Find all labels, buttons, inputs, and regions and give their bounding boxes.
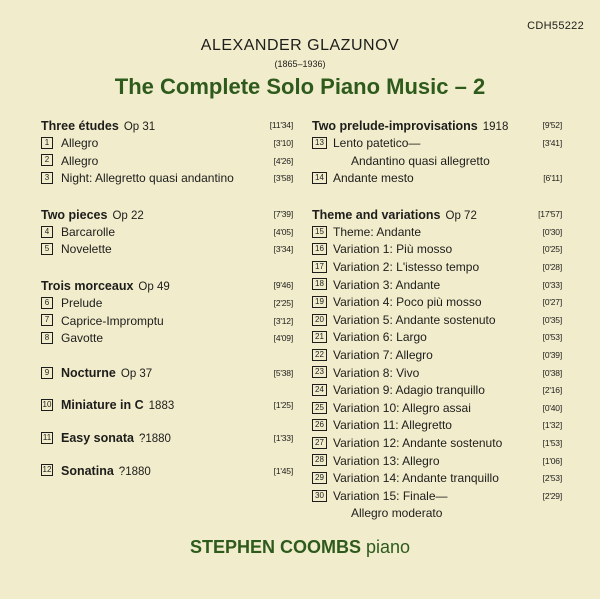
work-header	[41, 276, 293, 295]
track-title: Easy sonata	[61, 430, 134, 445]
work-opus: Op 72	[445, 209, 477, 222]
track-title: Variation 12: Andante sostenuto	[333, 435, 503, 450]
track-row	[41, 295, 293, 313]
track-title: Variation 2: L'istesso tempo	[333, 259, 480, 274]
track-title: Variation 14: Andante tranquillo	[333, 471, 499, 486]
track-opus: Op 37	[120, 367, 153, 380]
track-row	[312, 170, 562, 188]
track-row	[41, 430, 293, 448]
track-title: Variation 3: Andante	[333, 277, 441, 292]
track-row	[312, 365, 562, 383]
track-opus: ?1880	[118, 465, 151, 478]
track-title: Variation 4: Poco più mosso	[333, 295, 482, 310]
track-title: Allegro	[61, 136, 99, 150]
work-trois-morceaux	[41, 276, 293, 348]
track-number: 19	[312, 296, 327, 308]
track-title: Barcarolle	[61, 224, 116, 239]
track-duration: [0'39]	[542, 349, 562, 360]
track-number: 6	[41, 297, 53, 309]
track-duration: [1'45]	[273, 465, 293, 476]
track-number: 15	[312, 226, 327, 238]
work-title: Two pieces	[41, 207, 108, 222]
track-title: Miniature in C	[61, 398, 144, 413]
track-row	[312, 135, 562, 153]
track-title: Theme: Andante	[333, 224, 422, 239]
track-title-continued: Andantino quasi allegretto	[351, 153, 490, 168]
work-theme-variations	[312, 205, 562, 523]
track-number: 22	[312, 349, 327, 361]
track-duration: [1'06]	[542, 455, 562, 466]
track-number: 10	[42, 400, 52, 410]
track-row	[41, 463, 293, 481]
track-number: 25	[312, 402, 327, 414]
track-list-left	[41, 116, 293, 495]
track-duration: [3'12]	[273, 315, 293, 326]
track-duration: [0'25]	[542, 244, 562, 255]
work-sonatina	[41, 463, 293, 481]
track-title: Sonatina	[61, 463, 114, 478]
track-row	[41, 397, 293, 415]
track-title: Prelude	[61, 295, 103, 310]
track-row	[312, 329, 562, 347]
track-number: 3	[41, 172, 53, 184]
track-title: Novelette	[61, 242, 112, 257]
composer-dates: (1865–1936)	[274, 59, 326, 69]
track-duration: [4'05]	[273, 226, 293, 237]
work-duration: [9'52]	[542, 120, 562, 130]
track-number: 16	[312, 243, 327, 255]
work-title: Three études	[41, 119, 119, 133]
track-duration: [0'27]	[542, 297, 562, 308]
track-duration: [0'35]	[542, 314, 562, 325]
work-header	[312, 205, 562, 224]
track-title: Variation 1: Più mosso	[333, 242, 453, 257]
track-duration: [3'58]	[273, 173, 293, 184]
track-number: 26	[312, 419, 327, 431]
track-number: 12	[42, 465, 52, 475]
track-title: Caprice-Impromptu	[61, 313, 164, 328]
work-duration: [11'34]	[269, 120, 293, 130]
track-row	[312, 453, 562, 471]
track-row	[312, 347, 562, 365]
performer-name: STEPHEN COOMBS	[189, 537, 361, 557]
track-duration: [0'28]	[542, 261, 562, 272]
track-title: Variation 13: Allegro	[333, 453, 440, 468]
performer-instrument: piano	[366, 537, 411, 557]
track-row	[41, 135, 293, 153]
track-row	[312, 400, 562, 418]
track-duration: [3'34]	[273, 244, 293, 255]
track-duration: [4'09]	[273, 333, 293, 344]
track-duration: [6'11]	[543, 173, 562, 184]
track-number: 23	[312, 366, 327, 378]
track-row	[312, 259, 562, 277]
track-row	[41, 330, 293, 348]
track-row	[41, 313, 293, 331]
track-title: Nocturne	[61, 365, 116, 380]
track-duration: [2'16]	[542, 385, 562, 396]
track-row	[41, 153, 293, 171]
work-duration: [7'39]	[273, 208, 293, 219]
track-row	[41, 224, 293, 242]
track-number: 28	[312, 454, 327, 466]
work-prelude-improvisations	[312, 116, 562, 188]
work-duration: [17'57]	[538, 208, 562, 219]
work-three-etudes	[41, 116, 293, 188]
track-title: Andante mesto	[333, 171, 414, 186]
track-title: Variation 7: Allegro	[333, 347, 433, 362]
track-duration: [1'32]	[542, 420, 562, 431]
track-duration: [3'10]	[273, 138, 293, 148]
track-duration: [0'38]	[542, 367, 562, 378]
track-title: Lento patetico—	[333, 136, 421, 150]
track-title: Variation 11: Allegretto	[333, 418, 452, 433]
performer-credit	[0, 537, 600, 558]
track-title: Allegro	[61, 153, 99, 168]
track-number: 17	[312, 261, 327, 273]
track-duration: [3'41]	[542, 138, 562, 148]
track-row	[312, 241, 562, 259]
track-row	[41, 170, 293, 188]
track-duration: [0'40]	[542, 402, 562, 413]
track-number: 27	[312, 437, 327, 449]
track-opus: 1883	[148, 400, 175, 413]
track-duration: [0'53]	[542, 332, 562, 343]
track-number: 21	[312, 331, 327, 343]
track-title: Variation 10: Allegro assai	[333, 400, 471, 415]
track-number: 4	[41, 226, 53, 238]
album-title: The Complete Solo Piano Music – 2	[114, 74, 486, 99]
track-title: Variation 8: Vivo	[333, 365, 420, 380]
composer-name: ALEXANDER GLAZUNOV	[200, 37, 400, 54]
track-duration: [2'29]	[542, 490, 562, 501]
work-opus: Op 49	[138, 280, 170, 293]
track-row	[312, 312, 562, 330]
track-number: 1	[41, 137, 53, 149]
track-list-right	[312, 116, 562, 540]
track-number: 13	[312, 137, 327, 149]
work-opus: 1918	[482, 121, 509, 133]
track-title: Gavotte	[61, 331, 104, 346]
track-title: Variation 9: Adagio tranquillo	[333, 383, 485, 398]
track-duration: [4'26]	[273, 155, 293, 166]
track-row	[312, 277, 562, 295]
track-title: Variation 5: Andante sostenuto	[333, 312, 496, 327]
catalog-number: CDH55222	[527, 20, 584, 32]
work-miniature	[41, 397, 293, 415]
track-number: 24	[312, 384, 327, 396]
track-duration: [1'53]	[542, 437, 562, 448]
track-row	[312, 435, 562, 453]
work-easy-sonata	[41, 430, 293, 448]
work-header	[41, 205, 293, 224]
track-title: Night: Allegretto quasi andantino	[61, 171, 234, 186]
track-row	[41, 241, 293, 259]
track-number: 11	[42, 432, 52, 442]
track-number: 7	[41, 314, 53, 326]
track-duration: [2'53]	[542, 473, 562, 484]
track-row	[312, 224, 562, 242]
track-row	[312, 488, 562, 506]
work-title: Two prelude-improvisations	[312, 119, 478, 133]
track-duration: [0'33]	[542, 279, 562, 290]
work-opus: Op 31	[123, 121, 156, 133]
track-row-continuation	[312, 153, 562, 171]
track-title-continued: Allegro moderato	[351, 506, 443, 521]
work-title: Trois morceaux	[41, 278, 134, 293]
track-row	[312, 470, 562, 488]
work-duration: [9'46]	[273, 279, 293, 290]
track-number: 18	[312, 278, 327, 290]
track-duration: [1'33]	[273, 432, 293, 443]
track-row	[312, 382, 562, 400]
track-number: 9	[41, 367, 53, 379]
track-duration: [2'25]	[273, 297, 293, 308]
track-number: 29	[312, 472, 327, 484]
work-nocturne	[41, 365, 293, 383]
track-duration: [1'25]	[273, 400, 293, 411]
work-header	[41, 116, 293, 135]
track-number: 30	[312, 490, 327, 502]
track-row-continuation	[312, 505, 562, 523]
track-number: 20	[312, 314, 327, 326]
work-header	[312, 116, 562, 135]
work-two-pieces	[41, 205, 293, 259]
track-duration: [0'30]	[542, 226, 562, 237]
track-row	[312, 417, 562, 435]
work-opus: Op 22	[112, 209, 144, 222]
track-opus: ?1880	[138, 432, 171, 445]
track-number: 5	[41, 243, 53, 255]
track-number: 2	[41, 154, 53, 166]
track-row	[312, 294, 562, 312]
track-row	[41, 365, 293, 383]
work-title: Theme and variations	[312, 207, 441, 222]
track-title: Variation 6: Largo	[333, 330, 427, 345]
track-number: 14	[312, 172, 327, 184]
track-title: Variation 15: Finale—	[333, 488, 448, 503]
track-number: 8	[41, 332, 53, 344]
track-duration: [5'38]	[273, 367, 293, 378]
